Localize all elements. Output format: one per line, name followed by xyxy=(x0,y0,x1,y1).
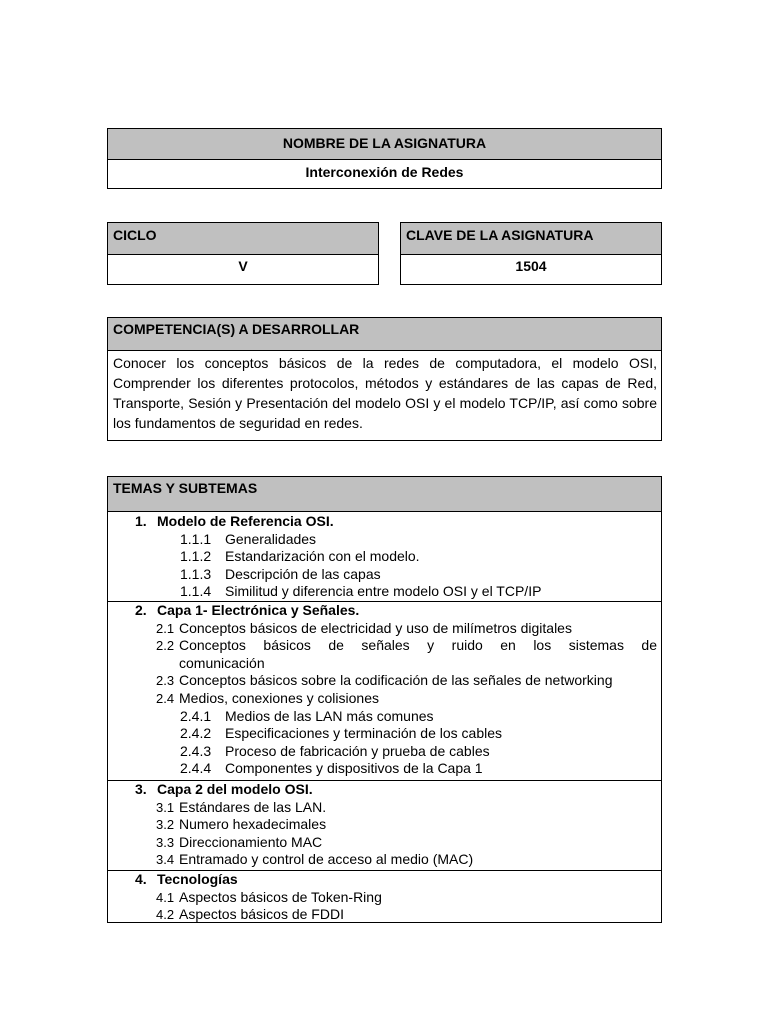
subsubtopic-text: Proceso de fabricación y prueba de cables xyxy=(225,742,490,759)
subtopic-row xyxy=(108,620,661,638)
subsubtopic-row xyxy=(108,708,661,726)
subtopic-row xyxy=(108,548,661,566)
section-number: 3. xyxy=(135,781,147,797)
subtopic-number: 1.1.1 xyxy=(180,530,212,547)
subtopic-number: 2.3 xyxy=(156,673,175,689)
subsubtopic-row xyxy=(108,725,661,743)
subtopic-number: 2.1 xyxy=(156,620,175,636)
subtopic-row xyxy=(108,851,661,869)
subject-key-header: CLAVE DE LA ASIGNATURA xyxy=(401,223,661,255)
section-title: Modelo de Referencia OSI. xyxy=(157,513,334,529)
competency-header: COMPETENCIA(S) A DESARROLLAR xyxy=(108,318,661,351)
section-title: Capa 1- Electrónica y Señales. xyxy=(157,602,360,618)
subsubtopic-row xyxy=(108,760,661,778)
section-title-row xyxy=(108,513,661,531)
subtopic-number: 3.3 xyxy=(156,834,175,850)
subtopic-text: Estándares de las LAN. xyxy=(179,798,327,815)
subsubtopic-number: 2.4.4 xyxy=(180,760,212,777)
section-title-row xyxy=(108,781,661,799)
subtopic-text: Conceptos básicos de electricidad y uso de milímetros digitales xyxy=(179,619,572,636)
subtopic-row xyxy=(108,566,661,584)
subtopic-text: Conceptos básicos sobre la codificación de las señales de networking xyxy=(179,672,613,689)
subject-name-value: Interconexión de Redes xyxy=(305,164,464,180)
section-number: 4. xyxy=(135,871,147,887)
subject-name-header: NOMBRE DE LA ASIGNATURA xyxy=(108,129,661,160)
section-title-row xyxy=(108,871,661,889)
subtopic-row xyxy=(108,889,661,907)
subsubtopic-text: Medios de las LAN más comunes xyxy=(225,707,434,724)
subtopic-row xyxy=(108,816,661,834)
topics-table xyxy=(107,476,662,923)
subtopic-text: Medios, conexiones y colisiones xyxy=(179,689,379,706)
subsubtopic-text: Componentes y dispositivos de la Capa 1 xyxy=(225,760,483,777)
subtopic-text: Numero hexadecimales xyxy=(179,816,327,833)
subject-key-value: 1504 xyxy=(515,258,547,274)
subtopic-number: 4.1 xyxy=(156,889,175,905)
section-title: Capa 2 del modelo OSI. xyxy=(157,781,313,797)
section-title: Tecnologías xyxy=(157,871,238,887)
competency-text: Conocer los conceptos básicos de la redes de computadora, el modelo OSI, Comprender los diferentes protocolos, métodos y estándares de las capas de Red, Transporte, Sesión y Presentación del modelo OSI y el modelo TCP/IP, así como sobre los fundamentos de seguridad en redes. xyxy=(113,355,657,431)
subtopic-number: 2.4 xyxy=(156,690,175,706)
subtopic-number: 1.1.3 xyxy=(180,565,212,582)
topic-section xyxy=(108,871,661,923)
subtopic-text: Conceptos básicos de señales y ruido en los sistemas de xyxy=(179,637,657,654)
subtopic-row xyxy=(108,672,661,690)
subtopic-row xyxy=(108,906,661,924)
subtopic-number: 3.1 xyxy=(156,799,175,815)
cycle-table xyxy=(107,222,379,285)
subtopic-row xyxy=(108,834,661,852)
subtopic-row xyxy=(108,690,661,708)
subtopic-text: Descripción de las capas xyxy=(225,565,381,582)
subject-key-table xyxy=(400,222,662,285)
cycle-header: CICLO xyxy=(108,223,378,255)
subtopic-text: Aspectos básicos de Token-Ring xyxy=(179,888,382,905)
topics-header: TEMAS Y SUBTEMAS xyxy=(108,477,661,512)
subtopic-continuation-row xyxy=(108,655,661,673)
subtopic-number: 1.1.2 xyxy=(180,548,212,565)
subtopic-row xyxy=(108,799,661,817)
subtopic-number: 3.2 xyxy=(156,817,175,833)
subtopic-text: Aspectos básicos de FDDI xyxy=(179,906,344,923)
section-number: 1. xyxy=(135,513,147,529)
subsubtopic-number: 2.4.1 xyxy=(180,707,212,724)
subsubtopic-text: Especificaciones y terminación de los cables xyxy=(225,725,503,742)
subtopic-continuation-text: comunicación xyxy=(179,654,265,671)
subsubtopic-number: 2.4.2 xyxy=(180,725,212,742)
subtopic-number: 2.2 xyxy=(156,638,175,654)
section-title-row xyxy=(108,602,661,620)
subtopic-text: Estandarización con el modelo. xyxy=(225,548,420,565)
topic-section xyxy=(108,512,661,602)
subsubtopic-number: 2.4.3 xyxy=(180,742,212,759)
subtopic-row xyxy=(108,637,661,655)
subtopic-text: Direccionamiento MAC xyxy=(179,833,323,850)
subtopic-row xyxy=(108,531,661,549)
subtopic-number: 4.2 xyxy=(156,907,175,923)
topic-section xyxy=(108,781,661,871)
subtopic-text: Similitud y diferencia entre modelo OSI y el TCP/IP xyxy=(225,583,542,600)
subtopic-text: Generalidades xyxy=(225,530,317,547)
subtopic-text: Entramado y control de acceso al medio (MAC) xyxy=(179,851,474,868)
subsubtopic-row xyxy=(108,743,661,761)
topic-section xyxy=(108,602,661,781)
cycle-value: V xyxy=(238,258,248,274)
competency-table xyxy=(107,317,662,441)
subtopic-number: 3.4 xyxy=(156,852,175,868)
subject-name-table xyxy=(107,128,662,189)
section-number: 2. xyxy=(135,602,147,618)
subtopic-number: 1.1.4 xyxy=(180,583,212,600)
subtopic-row xyxy=(108,583,661,601)
